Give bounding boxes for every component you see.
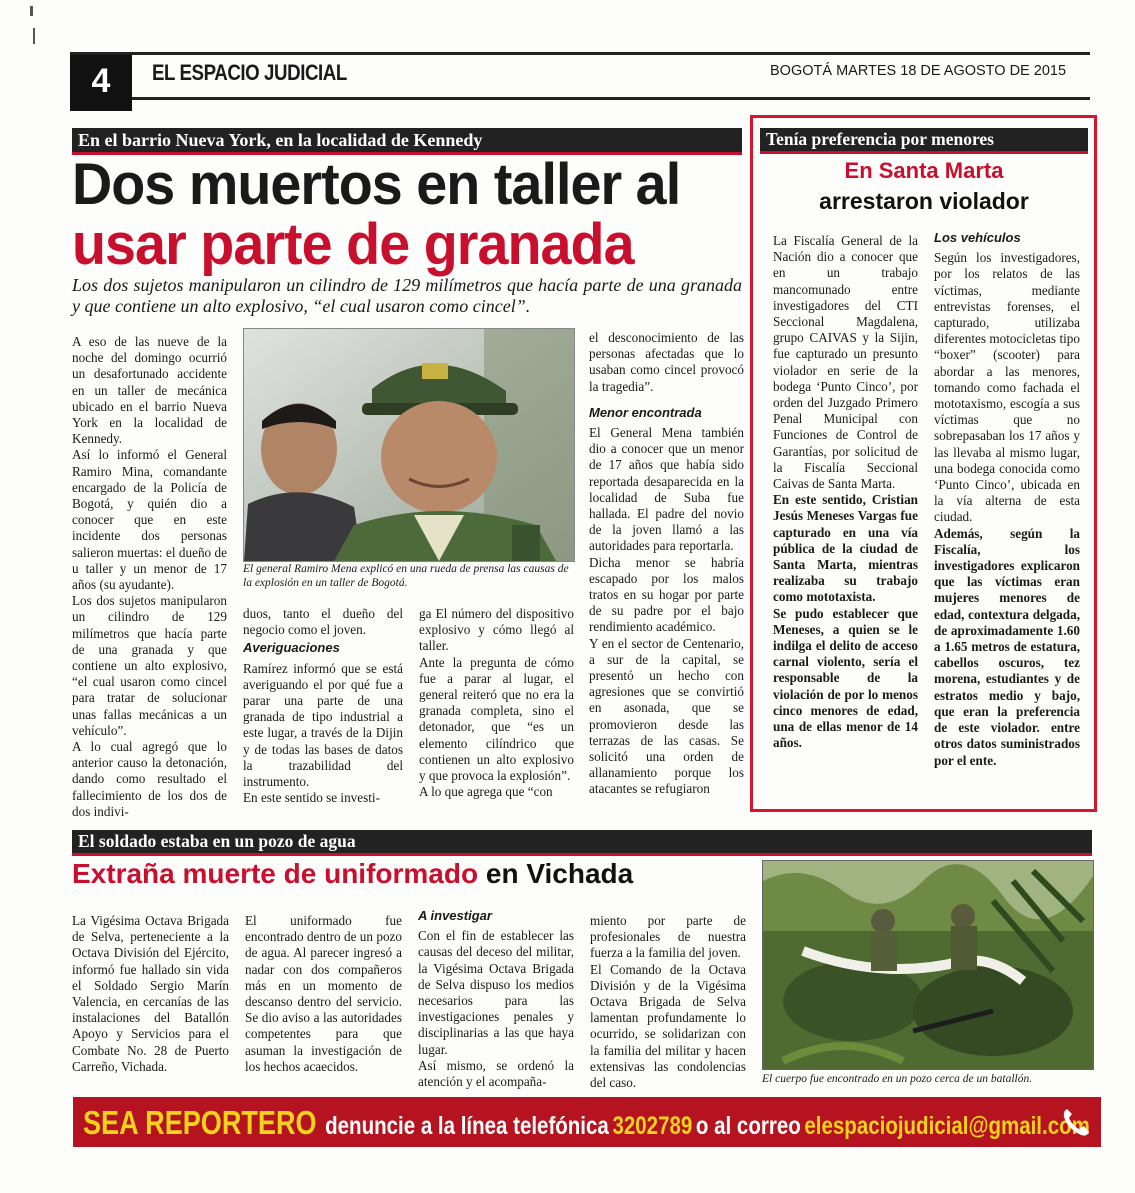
main-col-4 xyxy=(589,330,744,798)
main-headline-line2: usar parte de granada xyxy=(72,212,634,277)
section-title: EL ESPACIO JUDICIAL xyxy=(152,60,347,85)
soldier-headline-red: Extraña muerte de uniformado xyxy=(72,858,479,889)
paragraph: A eso de las nueve de la noche del domingo ocurrió un desafortunado accidente en un taller de mecánica ubicado en el barrio Nueva York en la localidad de Kennedy. xyxy=(72,334,227,447)
footer-text1: denuncie a la línea telefónica xyxy=(325,1112,609,1140)
main-deck: Los dos sujetos manipularon un cilindro de 129 milímetros que hacía parte de una granada y que contiene un alto explosivo, “el cual usaron como cincel”. xyxy=(72,275,742,316)
scan-mark xyxy=(33,28,35,44)
soldier-col-2 xyxy=(245,913,402,1075)
paragraph: La Fiscalía General de la Nación dio a conocer que en un trabajo mancomunado entre investigadores del CTI Seccional Magdalena, grupo CAIVAS y la Sijin, fue capturado un presunto violador en serie de la bodega ‘Punto Cinco’, por orden del Juzgado Primero Penal Municipal con Funciones de Control de Garantías, por solicitud de la Fiscalía Seccional Caivas de Santa Marta. xyxy=(773,233,918,492)
footer-banner-content xyxy=(83,1104,1090,1142)
main-photo xyxy=(243,328,575,562)
paragraph: miento por parte de profesionales de nuestra fuerza a la familia del joven. xyxy=(590,913,746,961)
paragraph: Así mismo, se ordenó la atención y el acompaña- xyxy=(418,1057,574,1090)
paragraph: Dicha menor se habría escapado por los malos tratos en su hogar por parte de su padre por el bajo rendimiento académico. xyxy=(589,554,744,635)
box-kicker: Tenía preferencia por menores xyxy=(760,128,1088,151)
soldier-kicker: El soldado estaba en un pozo de agua xyxy=(72,830,1092,853)
paragraph: La Vigésima Octava Brigada de Selva, perteneciente a la Octava División del Ejército, informó fue hallado sin vida el Soldado Sergio Marín Valencia, en cercanías de las instalaciones del Batallón Apoyo y Servicios para el Combate No. 28 de Puerto Carreño, Vichada. xyxy=(72,913,229,1074)
footer-lead: SEA REPORTERO xyxy=(83,1104,317,1141)
soldier-headline-black: en Vichada xyxy=(485,858,634,889)
box-kicker-rule xyxy=(760,151,1088,154)
paragraph: El Comando de la Octava División y de la Vigésima Octava Brigada de Selva lamentan profundamente lo ocurrido, se solidarizan con la familia del militar y hacen extensivas las condolencias del caso. xyxy=(590,961,746,1091)
header-bottom-rule xyxy=(132,97,1090,100)
footer-text2: o al correo xyxy=(695,1112,801,1140)
header-top-rule xyxy=(70,52,1090,55)
soldier-col-1 xyxy=(72,913,229,1075)
paragraph: Así lo informó el General Ramiro Mina, comandante encargado de la Policía de Bogotá, y quién dio a conocer que en este incidente dos personas salieron muertas: el dueño de u taller y un menor de 17 años (su ayudante). xyxy=(72,447,227,593)
dateline: BOGOTÁ MARTES 18 DE AGOSTO DE 2015 xyxy=(770,63,1067,79)
paragraph: ga El número del dispositivo explosivo y cómo llegó al taller. xyxy=(419,606,574,654)
subhead-averiguaciones: Averiguaciones xyxy=(243,640,340,656)
main-photo-caption: El general Ramiro Mena explicó en una rueda de prensa las causas de la explosión en un taller de Bogotá. xyxy=(243,563,569,589)
paragraph: A lo que agrega que “con xyxy=(419,784,553,800)
paragraph: Además, según la Fiscalía, los investigadores explicaron que las víctimas eran mujeres menores de edad, contextura delgada, de aproximadamente 1.60 a 1.65 metros de estatura, cabellos oscuros, tez morena, estudiantes y de estratos medio y bajo, que eran la preferencia de este violador. entre otros datos suministrados por el ente. xyxy=(934,525,1080,768)
paragraph: Según los investigadores, por los relatos de las víctimas, mediante entrevistas forenses, el capturado, utilizaba diferentes motocicletas tipo “boxer” (scooter) para abordar a las menores, tomando como fachada el mototaxismo, escogía a sus víctimas que no sobrepasaban los 17 años y las llevaba al mismo lugar, una bodega conocida como ‘Punto Cinco’, ubicada en la vía alterna de esta ciudad. xyxy=(934,250,1080,525)
paragraph: duos, tanto el dueño del negocio como el joven. xyxy=(243,606,403,638)
paragraph: El General Mena también dio a conocer que un menor de 17 años que había sido reportada desaparecida en la localidad de Suba fue hallada. El padre del novio de la joven llamó a las autoridades para reportarla. xyxy=(589,425,744,554)
soldier-photo xyxy=(762,860,1094,1070)
footer-phone: 3202789 xyxy=(612,1112,693,1140)
paragraph: Los dos sujetos manipularon un cilindro de 129 milímetros que hacía parte de una granada y que contiene un alto explosivo, “el cual usaron como cincel para tratar de solucionar unas fallas mecánicas a un vehículo”. xyxy=(72,593,227,738)
paragraph: Ramírez informó que se está averiguando el por qué fue a parar una parte de una granada de tipo industrial a este lugar, a través de la Dijin y de todas las bases de datos la trazabilidad del instrumento. xyxy=(243,660,403,790)
paragraph: Ante la pregunta de cómo fue a parar al lugar, el general reiteró que no era la granada completa, sino el detonador, que “es un elemento cilíndrico que contienen un alto explosivo y que provoca la explosión”. xyxy=(419,654,574,784)
paragraph: A lo cual agregó que lo anterior causo la detonación, dando como resultado el fallecimiento de los dos de dos indivi- xyxy=(72,739,227,819)
page-number-tab xyxy=(70,55,132,111)
jungle-photo-illustration xyxy=(763,861,1093,1069)
subhead-los-vehiculos: Los vehículos xyxy=(934,230,1021,245)
footer-banner xyxy=(73,1097,1101,1147)
paragraph: el desconocimiento de las personas afectadas que lo usaban como cincel provocó la tragedia”. xyxy=(589,330,744,394)
box-col-2 xyxy=(934,228,1080,769)
soldier-photo-caption: El cuerpo fue encontrado en un pozo cerca de un batallón. xyxy=(762,1073,1033,1085)
subhead-a-investigar: A investigar xyxy=(418,908,492,923)
main-col-2 xyxy=(243,606,403,806)
officers-photo-illustration xyxy=(244,329,574,561)
main-col-3 xyxy=(419,606,574,800)
soldier-col-3 xyxy=(418,906,574,1090)
subhead-menor-encontrada: Menor encontrada xyxy=(589,404,702,420)
soldier-col-4 xyxy=(590,913,746,1091)
paragraph: Con el fin de establecer las causas del deceso del militar, la Vigésima Octava Brigada de Selva dispuso los medios necesarios para las investigaciones penales y disciplinarias a las que haya lugar. xyxy=(418,928,574,1057)
phone-icon xyxy=(1059,1105,1093,1139)
box-col-1 xyxy=(773,233,918,752)
page-number: 4 xyxy=(91,62,111,100)
scan-mark xyxy=(30,6,33,16)
soldier-kicker-rule xyxy=(72,853,1092,856)
box-headline-black: arrestaron violador xyxy=(819,188,1029,214)
main-col-1 xyxy=(72,334,227,820)
main-kicker: En el barrio Nueva York, en la localidad de Kennedy xyxy=(72,128,742,152)
paragraph: En este sentido se investi- xyxy=(243,790,380,806)
box-headline-red: En Santa Marta xyxy=(844,158,1004,183)
paragraph: Y en el sector de Centenario, a sur de la capital, se presentó un hecho con agresiones que se convirtió en asonada, que se promovieron desde las terrazas de las casas. Se solicitó una orden de allanamiento porque los atacantes se refugiaron xyxy=(589,635,744,797)
footer-email[interactable]: elespaciojudicial@gmail.com xyxy=(804,1112,1090,1140)
soldier-headline xyxy=(72,858,633,890)
paragraph: El uniformado fue encontrado dentro de un pozo de agua. Al parecer ingresó a nadar con dos compañeros más en un momento de descanso dentro del servicio. Se dio aviso a las autoridades competentes para que asuman la investigación de los hechos acaecidos. xyxy=(245,913,402,1074)
paragraph: Se pudo establecer que Meneses, a quien se le indilga el delito de acceso carnal violento, sería el responsable de la violación de por lo menos cinco menores de edad, una de ellas menor de 14 años. xyxy=(773,605,918,751)
main-headline-line1: Dos muertos en taller al xyxy=(72,152,681,217)
paragraph: En este sentido, Cristian Jesús Meneses Vargas fue capturado en una vía pública de la ciudad de Santa Marta, mientras realizaba su trabajo como mototaxista. xyxy=(773,492,918,605)
